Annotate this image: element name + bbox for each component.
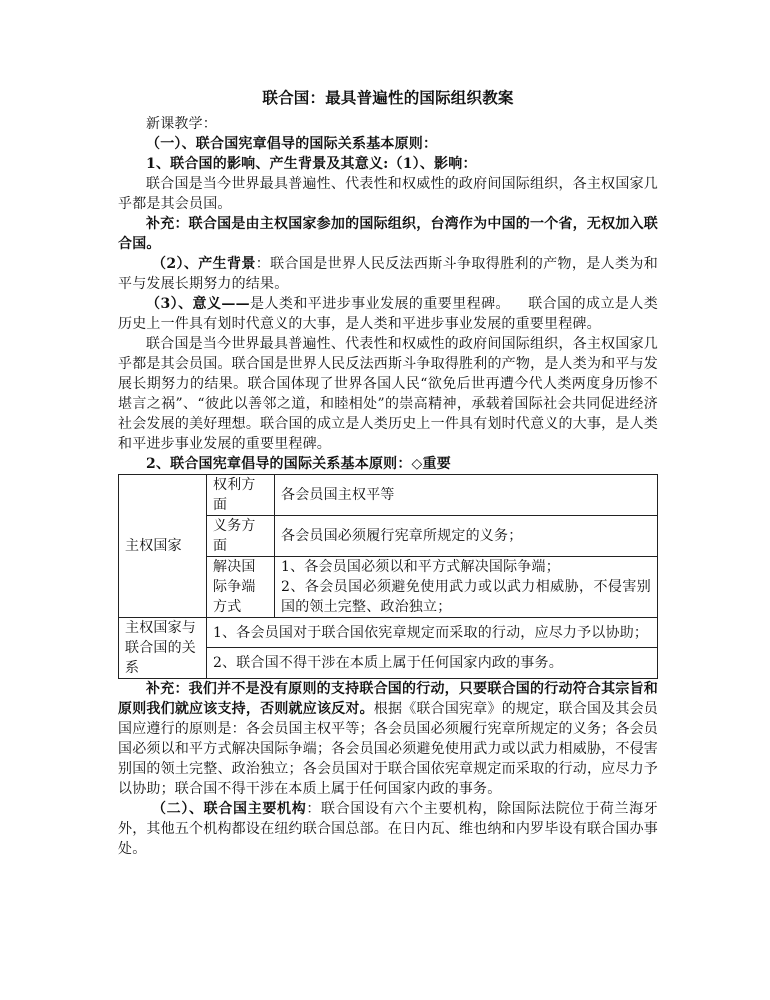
table-group-sovereign: 主权国家 <box>119 475 207 618</box>
table-cell-dispute-value <box>275 557 658 618</box>
meaning-text-a: 是人类和平进步事业发展的重要里程碑。 <box>249 296 510 312</box>
paragraph-influence: 联合国是当今世界最具普遍性、代表性和权威性的政府间国际组织，各主权国家几乎都是其会员国。 <box>118 176 658 212</box>
table-cell-duty-label: 义务方面 <box>207 516 275 557</box>
document-page <box>118 88 658 859</box>
meaning-text-b: 联合国的成立是人类历史上一件具有划时代意义的大事，是人类和平进步事业发展的重要里程碑。 <box>118 296 658 332</box>
paragraph-summary: 联合国是当今世界最具普遍性、代表性和权威性的政府间国际组织，各主权国家几乎都是其会员国。联合国是世界人民反法西斯斗争取得胜利的产物，是人类为和平与发展长期努力的结果。联合国体现了世界各国人民“欲免后世再遭今代人类两度身历惨不堪言之祸”、“彼此以善邻之道，和睦相处”的崇高精神，承载着国际社会共同促进经济社会发展的美好理想。联合国的成立是人类历史上一件具有划时代意义的大事，是人类和平进步事业发展的重要里程碑。 <box>118 336 658 452</box>
background-text: ：联合国是世界人民反法西斯斗争取得胜利的产物，是人类为和平与发展长期努力的结果。 <box>118 256 658 292</box>
heading-subsection-1: 1、联合国的影响、产生背景及其意义:（1）、影响： <box>146 156 477 172</box>
heading-section-1: （一）、联合国宪章倡导的国际关系基本原则： <box>146 136 438 152</box>
heading-new-lesson: 新课教学： <box>146 116 217 132</box>
supplement-taiwan: 补充：联合国是由主权国家参加的国际组织，台湾作为中国的一个省，无权加入联合国。 <box>118 216 658 252</box>
table-cell-relation-1: 1、各会员国对于联合国依宪章规定而采取的行动，应尽力予以协助； <box>207 618 658 648</box>
heading-principles: 2、联合国宪章倡导的国际关系基本原则：◇重要 <box>146 456 451 472</box>
table-cell-dispute-label: 解决国际争端方式 <box>207 557 275 618</box>
table-row <box>119 475 658 516</box>
organs-text: ：联合国设有六个主要机构，除国际法院位于荷兰海牙外，其他五个机构都设在纽约联合国总部。在日内瓦、维也纳和内罗毕设有联合国办事处。 <box>118 801 658 857</box>
background-label: （2）、产生背景 <box>152 256 256 272</box>
meaning-label: （3）、意义—— <box>146 296 250 312</box>
table-cell-relation-2: 2、联合国不得干涉在本质上属于任何国家内政的事务。 <box>207 648 658 679</box>
paragraph-organs <box>118 799 658 859</box>
table-row <box>119 618 658 648</box>
document-title: 联合国：最具普遍性的国际组织教案 <box>262 88 514 107</box>
principles-table <box>118 474 658 679</box>
paragraph-meaning <box>118 294 658 334</box>
paragraph-supplement-2 <box>118 679 658 799</box>
paragraph-background <box>118 254 658 294</box>
dispute-item-1: 1、各会员国必须以和平方式解决国际争端； <box>281 559 560 575</box>
table-cell-duty-value: 各会员国必须履行宪章所规定的义务； <box>275 516 658 557</box>
table-cell-rights-value: 各会员国主权平等 <box>275 475 658 516</box>
supplement-2-bold: 补充：我们并不是没有原则的支持联合国的行动，只要联合国的行动符合其宗旨和原则我们就应该支持，否则就应该反对。 <box>118 681 658 717</box>
dispute-item-2: 2、各会员国必须避免使用武力或以武力相威胁，不侵害别国的领土完整、政治独立； <box>281 579 651 615</box>
supplement-2-text: 根据《联合国宪章》的规定，联合国及其会员国应遵行的原则是：各会员国主权平等；各会员国必须履行宪章所规定的义务；各会员国必须以和平方式解决国际争端；各会员国必须避免使用武力或以武力相威胁，不侵害别国的领土完整、政治独立；各会员国对于联合国依宪章规定而采取的行动，应尽力予以协助；联合国不得干涉在本质上属于任何国家内政的事务。 <box>118 701 658 797</box>
table-cell-rights-label: 权利方面 <box>207 475 275 516</box>
organs-label: （二）、联合国主要机构 <box>152 801 307 817</box>
table-group-relation: 主权国家与联合国的关系 <box>119 618 207 679</box>
